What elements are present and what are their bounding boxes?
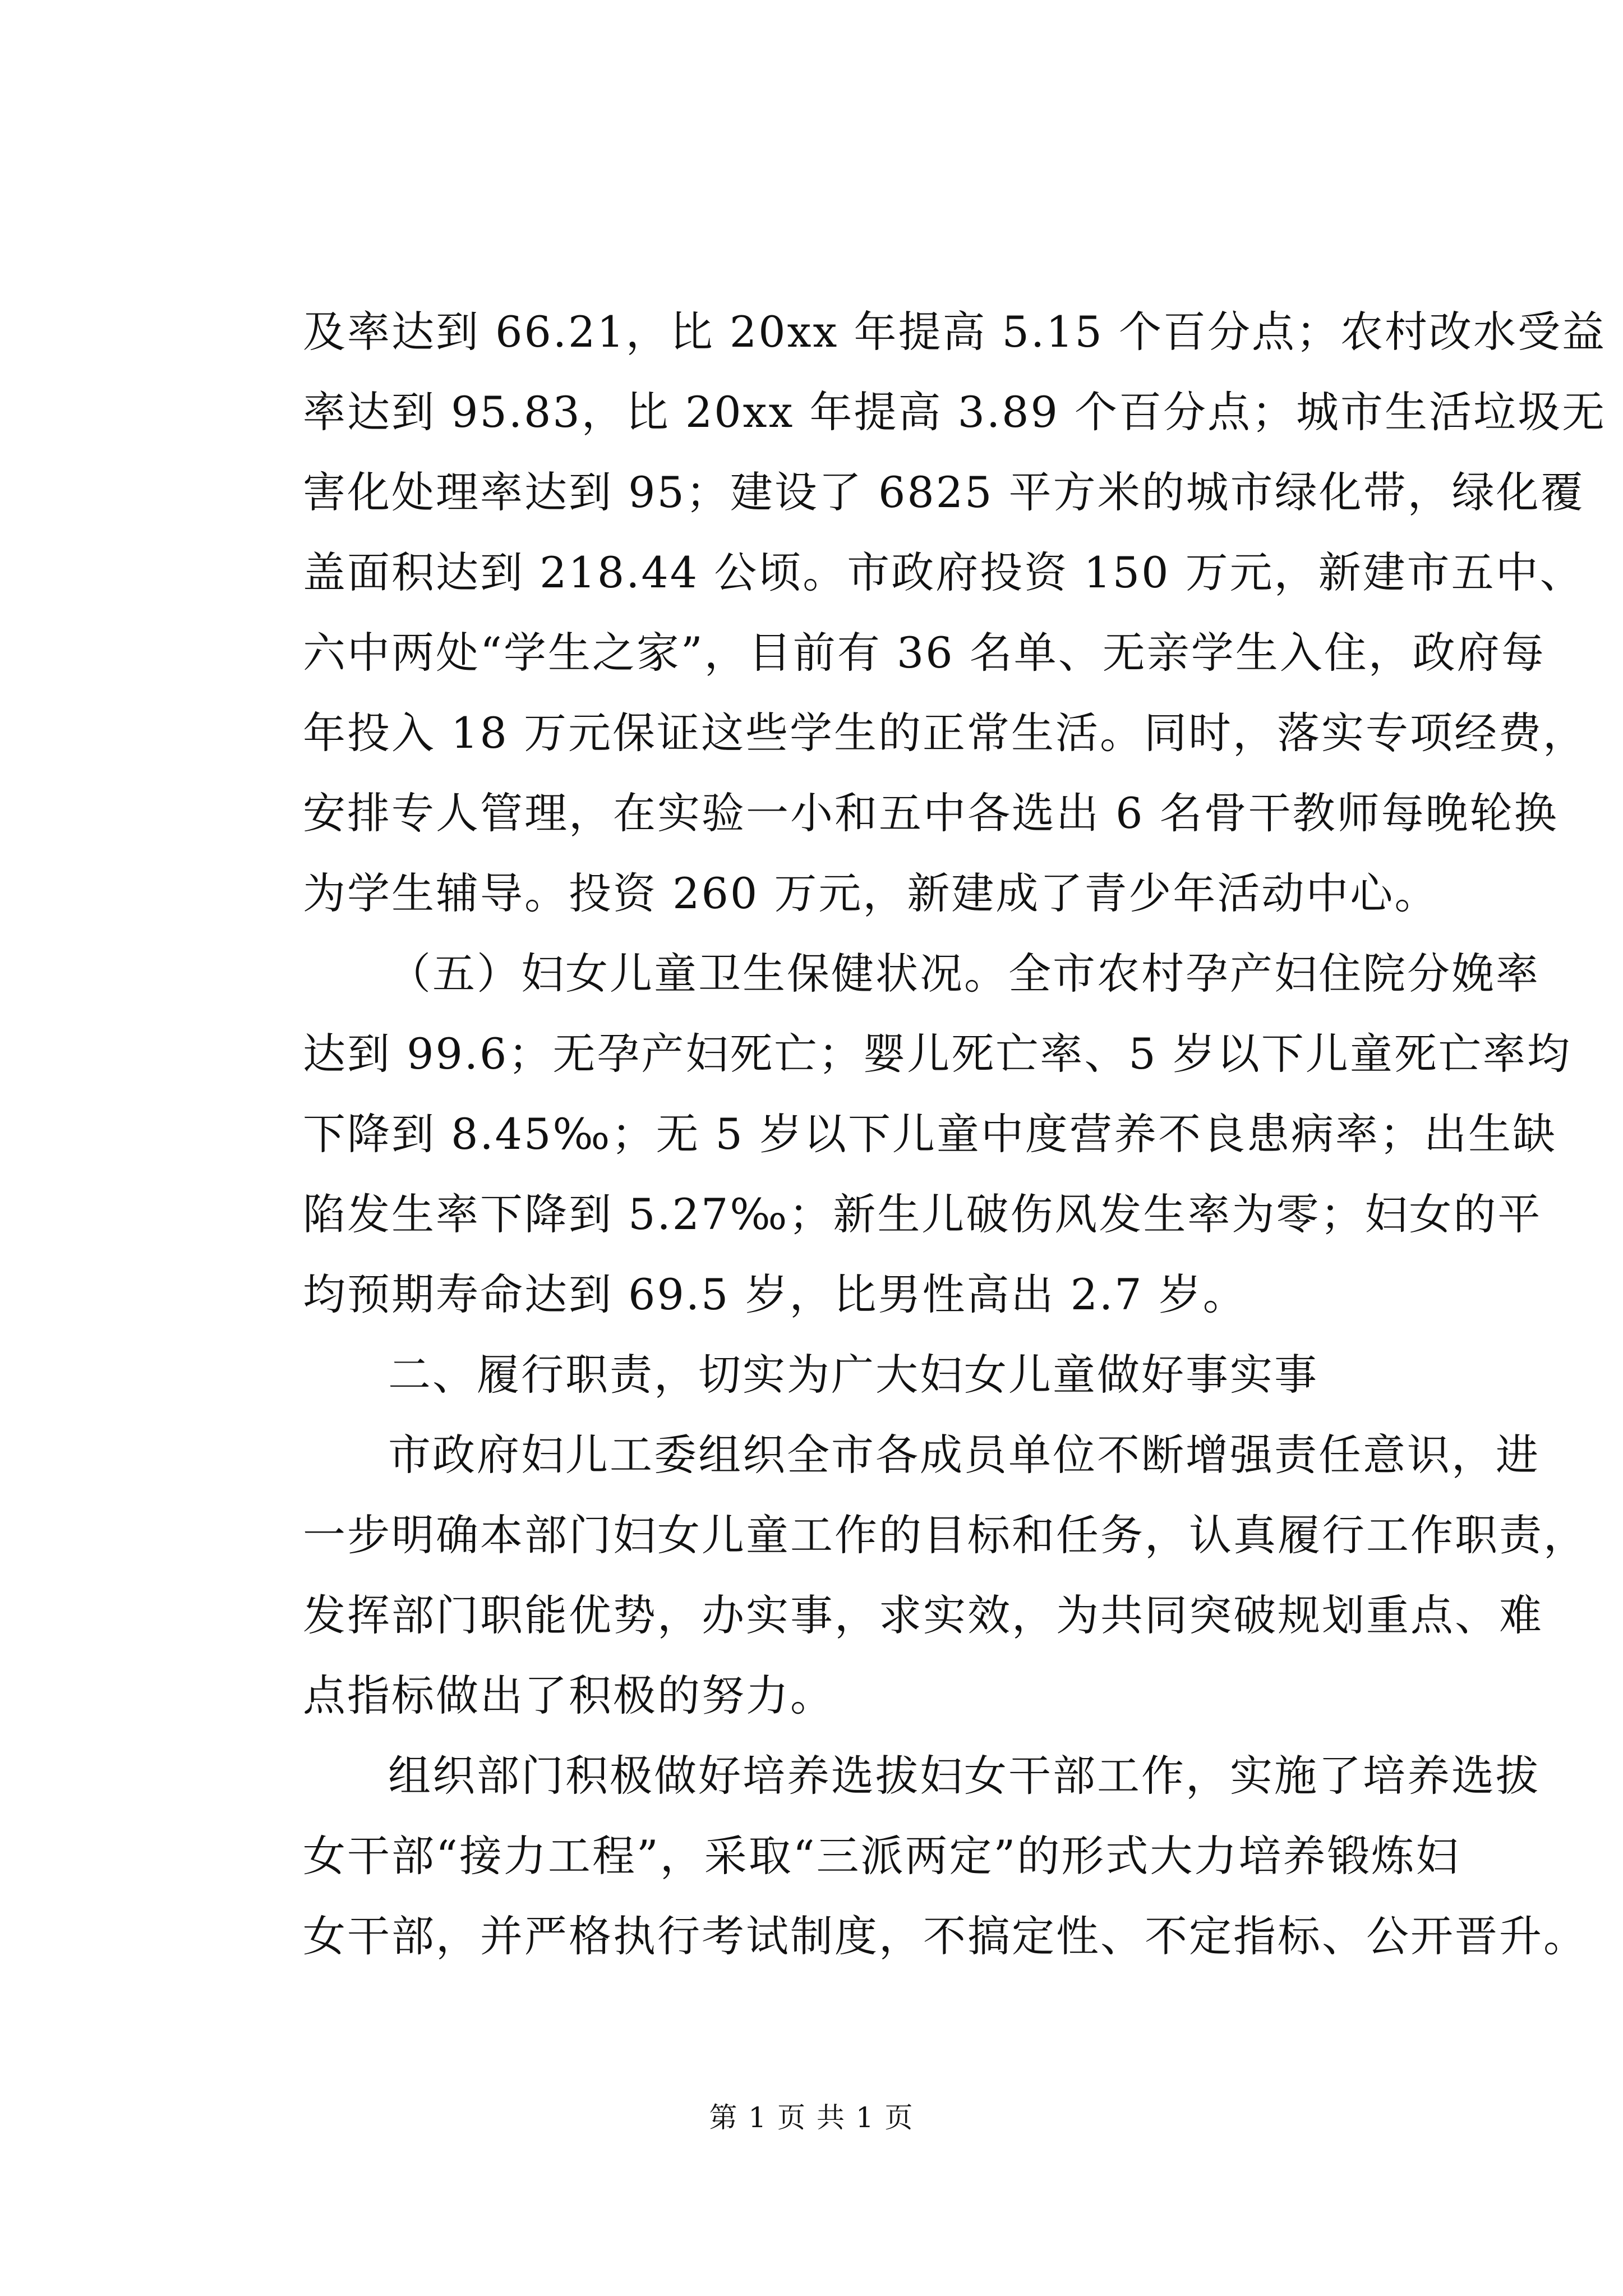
page-number-footer: 第 1 页 共 1 页 (709, 2101, 914, 2134)
section-heading-line: （五）妇女儿童卫生保健状况。全市农村孕产妇住院分娩率 (388, 949, 1540, 999)
text-line: 为学生辅导。投资 260 万元，新建成了青少年活动中心。 (303, 868, 1439, 918)
paragraph-start-line: 市政府妇儿工委组织全市各成员单位不断增强责任意识，进 (388, 1430, 1540, 1480)
text-line: 达到 99.6；无孕产妇死亡；婴儿死亡率、5 岁以下儿童死亡率均 (303, 1029, 1571, 1079)
text-line: 年投入 18 万元保证这些学生的正常生活。同时，落实专项经费， (303, 708, 1588, 758)
text-line: 盖面积达到 218.44 公顷。市政府投资 150 万元，新建市五中、 (303, 547, 1584, 597)
text-line: 点指标做出了积极的努力。 (303, 1671, 834, 1720)
paragraph-start-line: 组织部门积极做好培养选拔妇女干部工作，实施了培养选拔 (388, 1751, 1540, 1801)
text-line: 女干部，并严格执行考试制度，不搞定性、不定指标、公开晋升。 (303, 1911, 1588, 1961)
text-line: 女干部“接力工程”，采取“三派两定”的形式大力培养锻炼妇 (303, 1831, 1460, 1881)
text-line: 均预期寿命达到 69.5 岁，比男性高出 2.7 岁。 (303, 1269, 1247, 1319)
text-line: 六中两处“学生之家”，目前有 36 名单、无亲学生入住，政府每 (303, 628, 1546, 678)
text-line: 安排专人管理，在实验一小和五中各选出 6 名骨干教师每晚轮换 (303, 788, 1559, 838)
text-line: 及率达到 66.21，比 20xx 年提高 5.15 个百分点；农村改水受益 (303, 307, 1607, 357)
text-line: 害化处理率达到 95；建设了 6825 平方米的城市绿化带，绿化覆 (303, 467, 1585, 517)
text-line: 一步明确本部门妇女儿童工作的目标和任务，认真履行工作职责， (303, 1510, 1588, 1560)
text-line: 下降到 8.45‰；无 5 岁以下儿童中度营养不良患病率；出生缺 (303, 1109, 1557, 1159)
text-line: 陷发生率下降到 5.27‰；新生儿破伤风发生率为零；妇女的平 (303, 1189, 1542, 1239)
text-line: 率达到 95.83，比 20xx 年提高 3.89 个百分点；城市生活垃圾无 (303, 387, 1607, 437)
text-line: 发挥部门职能优势，办实事，求实效，为共同突破规划重点、难 (303, 1590, 1543, 1640)
section-heading-line: 二、履行职责，切实为广大妇女儿童做好事实事 (388, 1350, 1318, 1400)
document-body (303, 292, 1607, 1976)
